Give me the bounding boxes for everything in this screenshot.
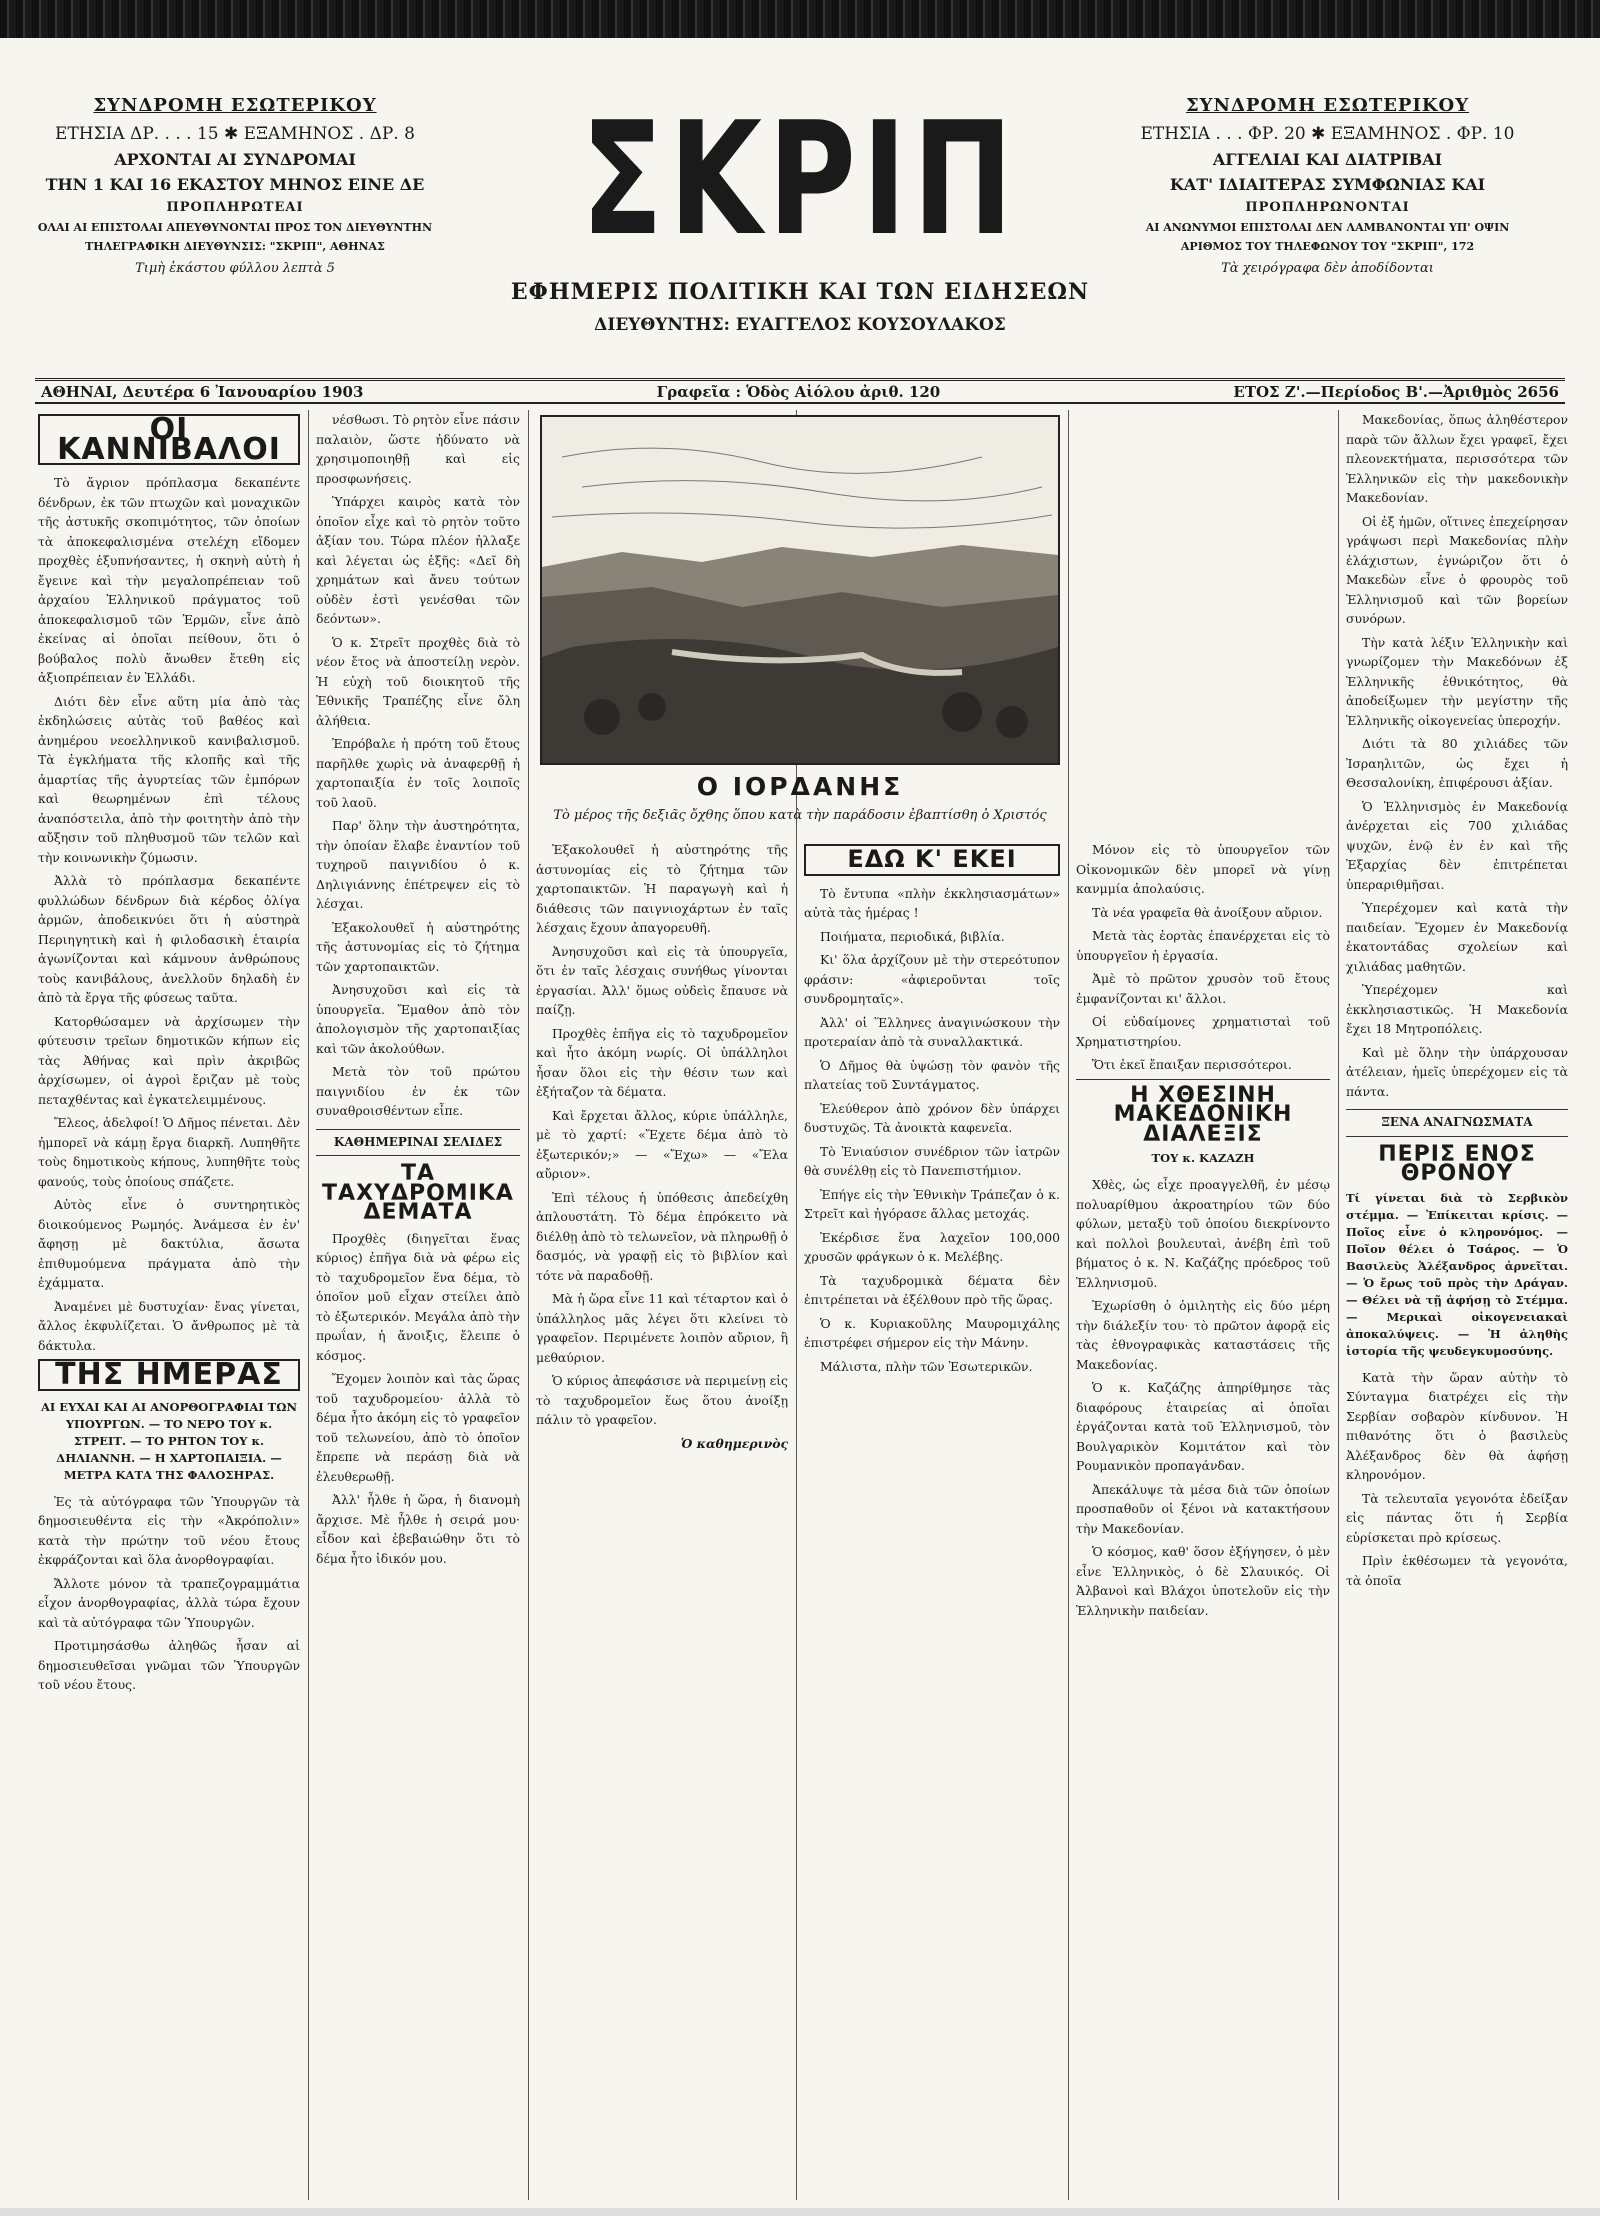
subscription-title: ΣΥΝΔΡΟΜΗ ΕΣΩΤΕΡΙΚΟΥ [93, 95, 377, 116]
article-paragraph: Ὁ κ. Στρεῖτ προχθὲς διὰ τὸ νέον ἔτος νὰ ἀποστείλῃ νερὸν. Ἡ εὐχὴ τοῦ διοικητοῦ τῆς Ἐθνικῆς Τραπέζης εἶνε ὄλη ἀλήθεια. [316, 634, 520, 728]
news-item: Τὰ νέα γραφεῖα θὰ ἀνοίξουν αὔριον. [1092, 904, 1323, 920]
news-item: Μόνον εἰς τὸ ὑπουργεῖον τῶν Οἰκονομικῶν δὲν μπορεῖ νὰ γίνῃ κανμμία ἀπολαύσις. [1076, 842, 1330, 896]
news-item: Ἐκέρδισε ἕνα λαχεῖον 100,000 χρυσῶν φράγκων ὁ κ. Μελέβης. [804, 1229, 1060, 1264]
article-paragraph: Μακεδονίας, ὅπως ἀληθέστερον παρὰ τῶν ἄλλων ἔχει γραφεῖ, ἔχει πλεονεκτήματα, περισσότερα τῶν Ἑλληνικῶν εἰς τὴν μακεδονικὴν Μακεδονίαν. [1346, 412, 1568, 505]
column-rule [1068, 410, 1069, 2200]
article-signature: Ὁ καθημερινὸς [680, 1435, 788, 1451]
section-label: ΚΑΘΗΜΕΡΙΝΑΙ ΣΕΛΙΔΕΣ [316, 1129, 520, 1157]
article-paragraph: Κατὰ τὴν ὥραν αὐτὴν τὸ Σύνταγμα διατρέχει εἰς τὴν Σερβίαν σοβαρὸν κίνδυνον. Ἡ πιθανότης ὅτι ὁ βασιλεὺς Ἀλέξανδρος δὲν θὰ ἀφήσῃ κληρονόμον. [1346, 1369, 1568, 1482]
article-title-macedonian-lecture: Η ΧΘΕΣΙΝΗ ΜΑΚΕΔΟΝΙΚΗ ΔΙΑΛΕΞΙΣ [1076, 1079, 1330, 1145]
article-paragraph: Ὁ κόσμος, καθ' ὅσον ἐξήγησεν, ὁ μὲν εἶνε Ἑλληνικὸς, ὁ δὲ Σλαυικός. Οἱ Ἀλβανοὶ καὶ Βλάχοι ὑποτελοῦν εἰς τὴν Ἑλληνικὴν παιδείαν. [1076, 1544, 1330, 1618]
jordan-river-engraving [540, 415, 1060, 765]
issue-number: ΕΤΟΣ Ζ'.—Περίοδος Β'.—Ἀριθμὸς 2656 [1233, 382, 1559, 401]
column-3 [536, 840, 788, 2200]
article-paragraph: Ἔχομεν λοιπὸν καὶ τὰς ὥρας τοῦ ταχυδρομείου· ἀλλὰ τὸ δέμα ἦτο ἀκόμη εἰς τὸ γραφεῖον τοῦ τελωνείου, ἀπὸ τὸ ὁποῖον ἔπρεπε νὰ περάσῃ διὰ νὰ ἐλευθερωθῇ. [316, 1371, 520, 1484]
news-item: Ὅτι ἐκεῖ ἔπαιξαν περισσότεροι. [1092, 1057, 1292, 1072]
article-title-of-the-day: ΤΗΣ ΗΜΕΡΑΣ [38, 1359, 300, 1391]
article-paragraph: Ὁ κύριος ἀπεφάσισε νὰ περιμείνῃ εἰς τὸ ταχυδρομεῖον ἕως ὅτου ἀνοίξῃ πάλιν τὸ γραφεῖον. [536, 1373, 788, 1427]
manuscripts-note: Τὰ χειρόγραφα δὲν ἀποδίδονται [1221, 261, 1434, 276]
article-paragraph: Ἐχωρίσθη ὁ ὁμιλητὴς εἰς δύο μέρη τὴν διάλεξίν του· τὸ πρῶτον ἀφορᾷ εἰς τὰς ἐθνογραφικὰς καταστάσεις τῆς Μακεδονίας. [1076, 1298, 1330, 1372]
telegraph-address: ΤΗΛΕΓΡΑΦΙΚΗ ΔΙΕΥΘΥΝΣΙΣ: "ΣΚΡΙΠ", ΑΘΗΝΑΣ [85, 240, 385, 253]
subscription-info-left [35, 95, 435, 370]
top-scan-band [0, 0, 1600, 38]
article-paragraph: Ὑπάρχει καιρὸς κατὰ τὸν ὁποῖον εἶχε καὶ τὸ ρητὸν τοῦτο ἀξίαν του. Τώρα πλέον ἠλλαξε καὶ λέγεται ὡς ἑξῆς: «Δεῖ δὴ χρημάτων καὶ ἄνευ τούτων οὐδὲν ἐστὶ γενέσθαι τῶν δεόντων». [316, 494, 520, 626]
article-paragraph: Προχθὲς (διηγεῖται ἕνας κύριος) ἐπῆγα διὰ νὰ φέρω εἰς τὸ ταχυδρομεῖον ἕνα δέμα, τὸ ὁποῖον μοῦ εἶχαν στείλει ἀπὸ τὸ ἐξωτερικόν. Μεγάλα ἀπὸ τὴν πρωΐαν, ἡ ἄνοιξις, ἔλειπε ὁ κόσμος. [316, 1230, 520, 1363]
article-paragraph: Ἀλλὰ τὸ πρόπλασμα δεκαπέντε φυλλώδων δένδρων διὰ κέρδος ὀλίγα ἀρμῶν, ἀποδεικνύει ὅτι ἡ αὐστηρὰ Περιηγητικὴ καὶ ἡ φιλοδασικὴ ἑταιρία ἀγωνίζονται καὶ κάμνουν ἀνθρώπους τοὺς κανιβάλους, ἀνελλοῦν δηλαδὴ ἐν ἀπὸ τὰ ἔργα τῆς φύσεως ταῦτα. [38, 873, 300, 1005]
article-paragraph: Πρὶν ἐκθέσωμεν τὰ γεγονότα, τὰ ὁποῖα [1346, 1553, 1568, 1588]
article-paragraph: Παρ' ὅλην τὴν ἀυστηρότητα, τὴν ὁποίαν ἔλαβε ἐναντίον τοῦ τυχηροῦ παιγνιδίου ὁ κ. Δηλιγιάννης ἐπέτρεψεν εἰς τὸ λέσχαι. [316, 818, 520, 911]
news-item: Μετὰ τὰς ἑορτὰς ἐπανέρχεται εἰς τὸ ὑπουργεῖον ἡ ἐργασία. [1076, 928, 1330, 963]
news-item: Τὸ ἔντυπα «πλὴν ἐκκλησιασμάτων» αὐτὰ τὰς ἡμέρας ! [804, 885, 1060, 920]
engraving-caption-title: Ο ΙΟΡΔΑΝΗΣ [696, 772, 904, 801]
article-lead: Τί γίνεται διὰ τὸ Σερβικὸν στέμμα. — Ἐπίκειται κρίσις. — Ποῖος εἶνε ὁ κληρονόμος. — Ποῖον θέλει ὁ Τσάρος. — Ὁ Βασιλεὺς Ἀλέξανδρος ἀρνεῖται. — Ὁ ἔρως τοῦ πρὸς τὴν Δράγαν. — Θέλει νὰ τῇ ἀφήσῃ τὸ Στέμμα. — Μερικαὶ οἰκογενειακαὶ ἀποκαλύψεις. — Ἡ ἀληθὴς ἱστορία τῆς ψευδεγκυμοσύνης. [1346, 1190, 1568, 1358]
column-rule [308, 410, 309, 2200]
article-paragraph: Ἐπὶ τέλους ἡ ὑπόθεσις ἀπεδείχθη ἁπλουστάτη. Τὸ δέμα ἐπρόκειτο νὰ διέλθῃ ἀπὸ τὸ τελωνεῖον, νὰ πληρωθῇ ὁ δασμός, νὰ γραφῇ εἰς τὸ βιβλίον καὶ τότε νὰ παραδοθῇ. [536, 1189, 788, 1283]
newspaper-logo: ΣΚΡΙΠ [581, 90, 1019, 271]
article-paragraph: Διότι δὲν εἶνε αὕτη μία ἀπὸ τὰς ἐκδηλώσεις αὐτὰς τοῦ βαθέος καὶ ἀνημέρου νεοελληνικοῦ κανιβαλισμοῦ. Τὰ ἐγκλήματα τῆς κλοπῆς καὶ τῆς ἀμαρτίας τῆς ἀγυρτείας τῶν ἐμπόρων καὶ θεωρημένων ἐπὶ τέλους ἀναπόστειλα, ἀπὸ τὴν φοιτητὴν ἀπὸ τὴν αὔξησιν τοῦ πληθυσμοῦ τῶν τελῶν καὶ τὴν κοινωνικὴν ζύμωσιν. [38, 693, 300, 865]
article-paragraph: Ἀπεκάλυψε τὰ μέσα διὰ τῶν ὁποίων προσπαθοῦν οἱ ξένοι νὰ κατακτήσουν τὴν Μακεδονίαν. [1076, 1481, 1330, 1536]
column-rule [528, 410, 529, 2200]
news-item: Τὰ ταχυδρομικὰ δέματα δὲν ἐπιτρέπεται νὰ ἐξέλθουν πρὸ τῆς ὥρας. [804, 1272, 1060, 1307]
article-paragraph: Ἔλεος, ἀδελφοί! Ὁ Δῆμος πένεται. Δὲν ἠμπορεῖ νὰ κάμῃ ἔργα διαρκῆ. Λυπηθῆτε τοὺς δημοτικοὺς κήπους, λυπηθῆτε τοὺς φανούς, τοὺς ὁποίους σπάζετε. [38, 1115, 300, 1189]
article-paragraph: Προτιμησάσθω ἀληθῶς ἦσαν αἱ δημοσιευθεῖσαι γνῶμαι τῶν Ὑπουργῶν τοῦ νέου ἔτους. [38, 1638, 300, 1692]
engraving-caption: Τὸ μέρος τῆς δεξιᾶς ὄχθης ὅπου κατὰ τὴν παράδοσιν ἐβαπτίσθη ὁ Χριστός [553, 808, 1047, 823]
header-line: ΤΗΝ 1 ΚΑΙ 16 ΕΚΑΣΤΟΥ ΜΗΝΟΣ ΕΙΝΕ ΔΕ [45, 175, 425, 194]
article-paragraph: Ὁ Ἑλληνισμὸς ἐν Μακεδονίᾳ ἀνέρχεται εἰς 700 χιλιάδας ψυχῶν, ἐνῷ ἐν ἐν καὶ τῆς Ἐξαρχίας δὲν ἐπιτρέπεται ὑπεραριθμῆσαι. [1346, 798, 1568, 892]
telephone-number: ΑΡΙΘΜΟΣ ΤΟΥ ΤΗΛΕΦΩΝΟΥ ΤΟΥ "ΣΚΡΙΠ", 172 [1180, 240, 1475, 253]
news-item: Ἐπήγε εἰς τὴν Ἐθνικὴν Τράπεζαν ὁ κ. Στρεῖτ καὶ ἠγόρασε ἄλλας μετοχάς. [804, 1186, 1060, 1221]
column-rule [1338, 410, 1339, 2200]
article-paragraph: Τὸ ἄγριον πρόπλασμα δεκαπέντε δένδρων, ἐκ τῶν πτωχῶν καὶ μοναχικῶν τῆς ἀστυκῆς σκοπιμότητος, τῶν ὁποίων τὰ ἀποκεφαλισμένα στελέχη εἴδομεν προχθὲς ἐξυπνήσαντες, ἡ σκηνὴ αὐτὴ ἡ ἔγεινε καὶ τὴν μεγαλοπρέπειαν τοῦ ἀρχαίου Ἑλληνικοῦ πράγματος τοῦ ἀποκεφαλισμοῦ τῶν Ἑρμῶν, εἶνε ἀπὸ ἐκείνας αἱ ὁποῖαι πείθουν, ὅτι ὁ βούβαλος πολὺ ἄνωθεν ἔτεθη εἰς ἀξιοπρέπειαν ἐν Ἑλλάδι. [38, 475, 300, 685]
article-paragraph: Κατορθώσαμεν νὰ ἀρχίσωμεν τὴν φύτευσιν τρεῖων δημοτικῶν κήπων εἰς τὰς Ἀθήνας καὶ πρὶν ἀκριβῶς ἀρχίσωμεν, οἱ ἀγροὶ ἔριζαν μὲ τοὺς πεταχθέντας καὶ ἐγκατελειμμένους. [38, 1013, 300, 1107]
news-item: Τὸ Ἐνιαύσιον συνέδριον τῶν ἰατρῶν θὰ συνέλθῃ εἰς τὸ Πανεπιστήμιον. [804, 1143, 1060, 1178]
editor-line: ΔΙΕΥΘΥΝΤΗΣ: ΕΥΑΓΓΕΛΟΣ ΚΟΥΣΟΥΛΑΚΟΣ [594, 315, 1006, 335]
article-paragraph: Αὐτὸς εἶνε ὁ συντηρητικὸς διοικούμενος Ρωμηός. Ἀνάμεσα ἐν ἐν' ἄφησῃ μὲ δακτύλια, ἄσωτα ἐπιθυμούμενα πράγματα ἀπὸ τὴν ἐχάμματα. [38, 1197, 300, 1290]
article-paragraph: Ἐπρόβαλε ἡ πρότη τοῦ ἔτους παρῆλθε χωρὶς νὰ ἀναφερθῇ ἡ χαρτοπαιξία ἐν τοῖς λοιποῖς τοῦ λαοῦ. [316, 736, 520, 810]
office-address: Γραφεῖα : Ὁδὸς Αἰόλου ἀριθ. 120 [656, 382, 941, 401]
article-subhead: ΑΙ ΕΥΧΑΙ ΚΑΙ ΑΙ ΑΝΟΡΘΟΓΡΑΦΙΑΙ ΤΩΝ ΥΠΟΥΡΓΩΝ. — ΤΟ ΝΕΡΟ ΤΟΥ κ. ΣΤΡΕΙΤ. — ΤΟ ΡΗΤΟΝ ΤΟΥ κ. ΔΗΛΙΑΝΝΗ. — Η ΧΑΡΤΟΠΑΙΞΙΑ. — ΜΕΤΡΑ ΚΑΤΑ ΤΗΣ ΦΑΛΟΣΗΡΑΣ. [41, 1399, 297, 1482]
article-paragraph: Μὰ ἡ ὥρα εἶνε 11 καὶ τέταρτον καὶ ὁ ὑπάλληλος μᾶς λέγει ὅτι κλείνει τὸ γραφεῖον. Περιμένετε λοιπὸν αὔριον, ἢ μεθαύριον. [536, 1291, 788, 1365]
header-line: ΑΙ ΑΝΩΝΥΜΟΙ ΕΠΙΣΤΟΛΑΙ ΔΕΝ ΛΑΜΒΑΝΟΝΤΑΙ ΥΠ' ΟΨΙΝ [1145, 221, 1510, 234]
article-paragraph: Μετὰ τὸν τοῦ πρώτου παιγνιδίου ἐν ἐκ τῶν συναθροισθέντων εἶπε. [316, 1064, 520, 1118]
header-line: ΠΡΟΠΛΗΡΩΝΟΝΤΑΙ [1245, 200, 1410, 215]
article-title-parcels: ΤΑ ΤΑΧΥΔΡΟΜΙΚΑ ΔΕΜΑΤΑ [322, 1161, 514, 1225]
article-paragraph: Ἀνησυχοῦσι καὶ εἰς τὰ ὑπουργεῖα, ὅτι ἐν ταῖς λέσχαις συνήθως γίνονται ἐργασίαι. Ἀλλ' ὅμως οὐδεὶς ἔπαυσε νὰ παίζῃ. [536, 943, 788, 1017]
news-item: Ἐλεύθερον ἀπὸ χρόνον δὲν ὑπάρχει δυστυχῶς. Τὰ ἀνοικτὰ καφενεῖα. [804, 1100, 1060, 1135]
article-paragraph: Τὰ τελευταῖα γεγονότα ἐδείξαν εἰς πάντας ὅτι ἡ Σερβία εὑρίσκεται πρὸ κρίσεως. [1346, 1490, 1568, 1545]
article-paragraph: Ἐξακολουθεῖ ἡ αὐστηρότης τῆς ἀστυνομίας εἰς τὸ ζήτημα τῶν χαρτοπαικτῶν. Ἡ παραγωγὴ καὶ ἡ διάθεσις τῶν παιγνιοχάρτων ἐν ταῖς λέσχαις ἔχουν ἀπαγορευθῆ. [536, 842, 788, 935]
article-paragraph: Ἀναμένει μὲ δυστυχίαν· ἔνας γίνεται, ἄλλος ἐκφυλίζεται. Ὁ ἄνθρωπος μὲ τὰ δάκτυλα. [38, 1298, 300, 1353]
subscription-rates: ΕΤΗΣΙΑ ΔΡ. . . . 15 ✱ ΕΞΑΜΗΝΟΣ . ΔΡ. 8 [55, 124, 415, 144]
header-line: ΠΡΟΠΛΗΡΩΤΕΑΙ [166, 200, 304, 215]
news-item: Ὁ κ. Κυριακοῦλης Μαυρομιχάλης ἐπιστρέφει σήμερον εἰς τὴν Μάνην. [804, 1315, 1060, 1350]
article-paragraph: Καὶ μὲ ὅλην τὴν ὑπάρχουσαν ἀτέλειαν, ἡμεῖς ὑπερέχομεν εἰς τὰ πάντα. [1346, 1044, 1568, 1099]
subscription-title: ΣΥΝΔΡΟΜΗ ΕΣΩΤΕΡΙΚΟΥ [1185, 95, 1470, 116]
news-item: Ἀμὲ τὸ πρῶτον χρυσὸν τοῦ ἔτους ἐμφανίζονται κι' ἄλλοι. [1076, 971, 1330, 1006]
subscription-info-right [1090, 95, 1565, 370]
article-paragraph: Οἱ ἐξ ἡμῶν, οἵτινες ἐπεχείρησαν γράψωσι περὶ Μακεδονίας πλὴν ἐλάχιστων, ἐγνώριζον ὅτι ὁ Μακεδὼν εἶνε ὁ φρουρὸς τοῦ Ἑλληνισμοῦ καὶ τῶν βορείων συνόρων. [1346, 513, 1568, 626]
column-1 [38, 410, 300, 2200]
news-item: Μάλιστα, πλὴν τῶν Ἐσωτερικῶν. [820, 1358, 1033, 1374]
article-paragraph: Ἐξακολουθεῖ ἡ αὐστηρότης τῆς ἀστυνομίας εἰς τὸ ζήτημα τῶν χαρτοπαικτῶν. [316, 919, 520, 974]
header-line: ΟΛΑΙ ΑΙ ΕΠΙΣΤΟΛΑΙ ΑΠΕΥΘΥΝΟΝΤΑΙ ΠΡΟΣ ΤΟΝ ΔΙΕΥΘΥΝΤΗΝ [37, 221, 433, 234]
newspaper-subtitle: ΕΦΗΜΕΡΙΣ ΠΟΛΙΤΙΚΗ ΚΑΙ ΤΩΝ ΕΙΔΗΣΕΩΝ [510, 279, 1090, 305]
masthead [505, 90, 1095, 335]
news-item: Ὁ Δῆμος θὰ ὑψώσῃ τὸν φανὸν τῆς πλατείας τοῦ Συντάγματος. [804, 1057, 1060, 1092]
news-item: Κι' ὅλα ἀρχίζουν μὲ τὴν στερεότυπον φράσιν: «ἀφιεροῦνται τοῖς συνδρομηταῖς». [804, 952, 1060, 1006]
header-line: ΚΑΤ' ΙΔΙΑΙΤΕΡΑΣ ΣΥΜΦΩΝΙΑΣ ΚΑΙ [1169, 175, 1486, 194]
article-title-throne: ΠΕΡΙΣ ΕΝΟΣ ΘΡΟΝΟΥ [1378, 1141, 1536, 1186]
article-paragraph: Ὑπερέχομεν καὶ κατὰ τὴν παιδείαν. Ἔχομεν ἐν Μακεδονίᾳ ἑκατοντάδας σχολείων καὶ χιλιάδας μαθητῶν. [1346, 900, 1568, 974]
news-item: Ποιήματα, περιοδικά, βιβλία. [820, 928, 1005, 944]
column-2 [316, 410, 520, 2200]
subscription-rates: ΕΤΗΣΙΑ . . . ΦΡ. 20 ✱ ΕΞΑΜΗΝΟΣ . ΦΡ. 10 [1140, 124, 1515, 144]
article-paragraph: Καὶ ἔρχεται ἄλλος, κύριε ὑπάλληλε, μὲ τὸ χαρτί: «Ἔχετε δέμα ἀπὸ τὸ ἐξωτερικόν;» — «Ἔχω» — «Ἔλα αὔριον». [536, 1107, 788, 1181]
news-item: Οἱ εὐδαίμονες χρηματισταὶ τοῦ Χρηματιστηρίου. [1076, 1014, 1330, 1049]
article-paragraph: Ἐς τὰ αὐτόγραφα τῶν Ὑπουργῶν τὰ δημοσιευθέντα εἰς τὴν «Ἀκρόπολιν» κατὰ τὴν πρώτην τοῦ νέου ἔτους ἐκφράζονται καὶ ὅλα ἀνορθογραφίαι. [38, 1493, 300, 1567]
article-paragraph: Χθὲς, ὡς εἶχε προαγγελθῆ, ἐν μέσῳ πολυαρίθμου ἀκροατηρίου τῶν δύο φύλων, μεταξὺ τοῦ ὁποίου διεκρίνοντο καὶ πολλοὶ βουλευταὶ, ἀνέβη ἐπὶ τοῦ βήματος ὁ κ. Ν. Καζάζης πρόεδρος τοῦ Ἑλληνισμοῦ. [1076, 1177, 1330, 1290]
column-5 [1076, 840, 1330, 2200]
header-line: ΑΡΧΟΝΤΑΙ ΑΙ ΣΥΝΔΡΟΜΑΙ [114, 150, 356, 169]
section-label: ΞΕΝΑ ΑΝΑΓΝΩΣΜΑΤΑ [1346, 1109, 1568, 1137]
article-paragraph: Ὑπερέχομεν καὶ ἐκκλησιαστικῶς. Ἡ Μακεδονία ἔχει 18 Μητροπόλεις. [1346, 982, 1568, 1036]
article-paragraph: Τὴν κατὰ λέξιν Ἑλληνικὴν καὶ γνωρίζομεν τὴν Μακεδόνων ἐξ Ἑλληνικῆς ἐθνικότητος, θὰ ἀποδείξωμεν τὴν μεγίστην τῆς Ἑλληνικῆς οἰκογενείας ὑπεροχήν. [1346, 634, 1568, 728]
column-6 [1346, 410, 1568, 2200]
issue-date: ΑΘΗΝΑΙ, Δευτέρα 6 Ἰανουαρίου 1903 [41, 382, 364, 401]
article-paragraph: Ἄλλοτε μόνον τὰ τραπεζογραμμάτια εἶχον ἀνορθογραφίας, ἀλλὰ τώρα ἔχουν καὶ τὰ αὐτόγραφα τῶν Ὑπουργῶν. [38, 1575, 300, 1630]
article-paragraph: Προχθὲς ἐπῆγα εἰς τὸ ταχυδρομεῖον καὶ ἦτο ἀκόμη νωρίς. Οἱ ὑπάλληλοι ἦσαν ὅλοι εἰς τὴν θέσιν των καὶ ἐξήταζον τὰ δέματα. [536, 1025, 788, 1099]
article-author: ΤΟΥ κ. ΚΑΖΑΖΗ [1151, 1151, 1255, 1165]
article-paragraph: Ὁ κ. Καζάζης ἀπηρίθμησε τὰς διαφόρους ἑταιρείας αἱ ὁποῖαι ἐργάζονται κατὰ τοῦ Ἑλληνισμοῦ, τὸν Βουλγαρικὸν Κομιτάτον καὶ τὸν Ρουμανικὸν προπαγάνδαν. [1076, 1380, 1330, 1473]
article-title-here-and-there: ΕΔΩ Κ' ΕΚΕΙ [804, 844, 1060, 876]
news-item: Ἀλλ' οἱ Ἕλληνες ἀναγινώσκουν τὴν προτεραίαν ἀπὸ τὰ συναλλακτικά. [804, 1014, 1060, 1049]
article-title-cannibals: ΟΙ ΚΑΝΝΙΒΑΛΟΙ [38, 414, 300, 465]
column-4 [804, 840, 1060, 2200]
article-paragraph: Ἀνησυχοῦσι καὶ εἰς τὰ ὑπουργεῖα. Ἔμαθον ἀπὸ τὸν ἀπολογισμὸν τῆς χαρτοπαιξίας καὶ τῶν ἀκολούθων. [316, 982, 520, 1056]
price-note: Τιμὴ ἑκάστου φύλλου λεπτὰ 5 [135, 261, 335, 276]
dateline-bar [35, 378, 1565, 404]
article-paragraph: Διότι τὰ 80 χιλιάδες τῶν Ἰσραηλιτῶν, ὡς ἔχει ἡ Θεσσαλονίκη, ἐπιφέρουσι ἀξίαν. [1346, 736, 1568, 790]
bottom-edge [0, 2208, 1600, 2216]
article-paragraph: νέσθωσι. Τὸ ρητὸν εἶνε πάσιν παλαιὸν, ὥστε ἠδύνατο νὰ χρησιμοποιηθῇ καὶ εἰς προσφωνήσεις. [316, 412, 520, 486]
header-line: ΑΓΓΕΛΙΑΙ ΚΑΙ ΔΙΑΤΡΙΒΑΙ [1212, 150, 1443, 169]
engraving-image [542, 417, 1058, 763]
article-paragraph: Ἀλλ' ἦλθε ἡ ὥρα, ἡ διανομὴ ἄρχισε. Μὲ ἦλθε ἡ σειρά μου· εἶδον καὶ ἐβεβαιώθην ὅτι τὸ δέμα ἦτο ἰδικόν μου. [316, 1492, 520, 1566]
